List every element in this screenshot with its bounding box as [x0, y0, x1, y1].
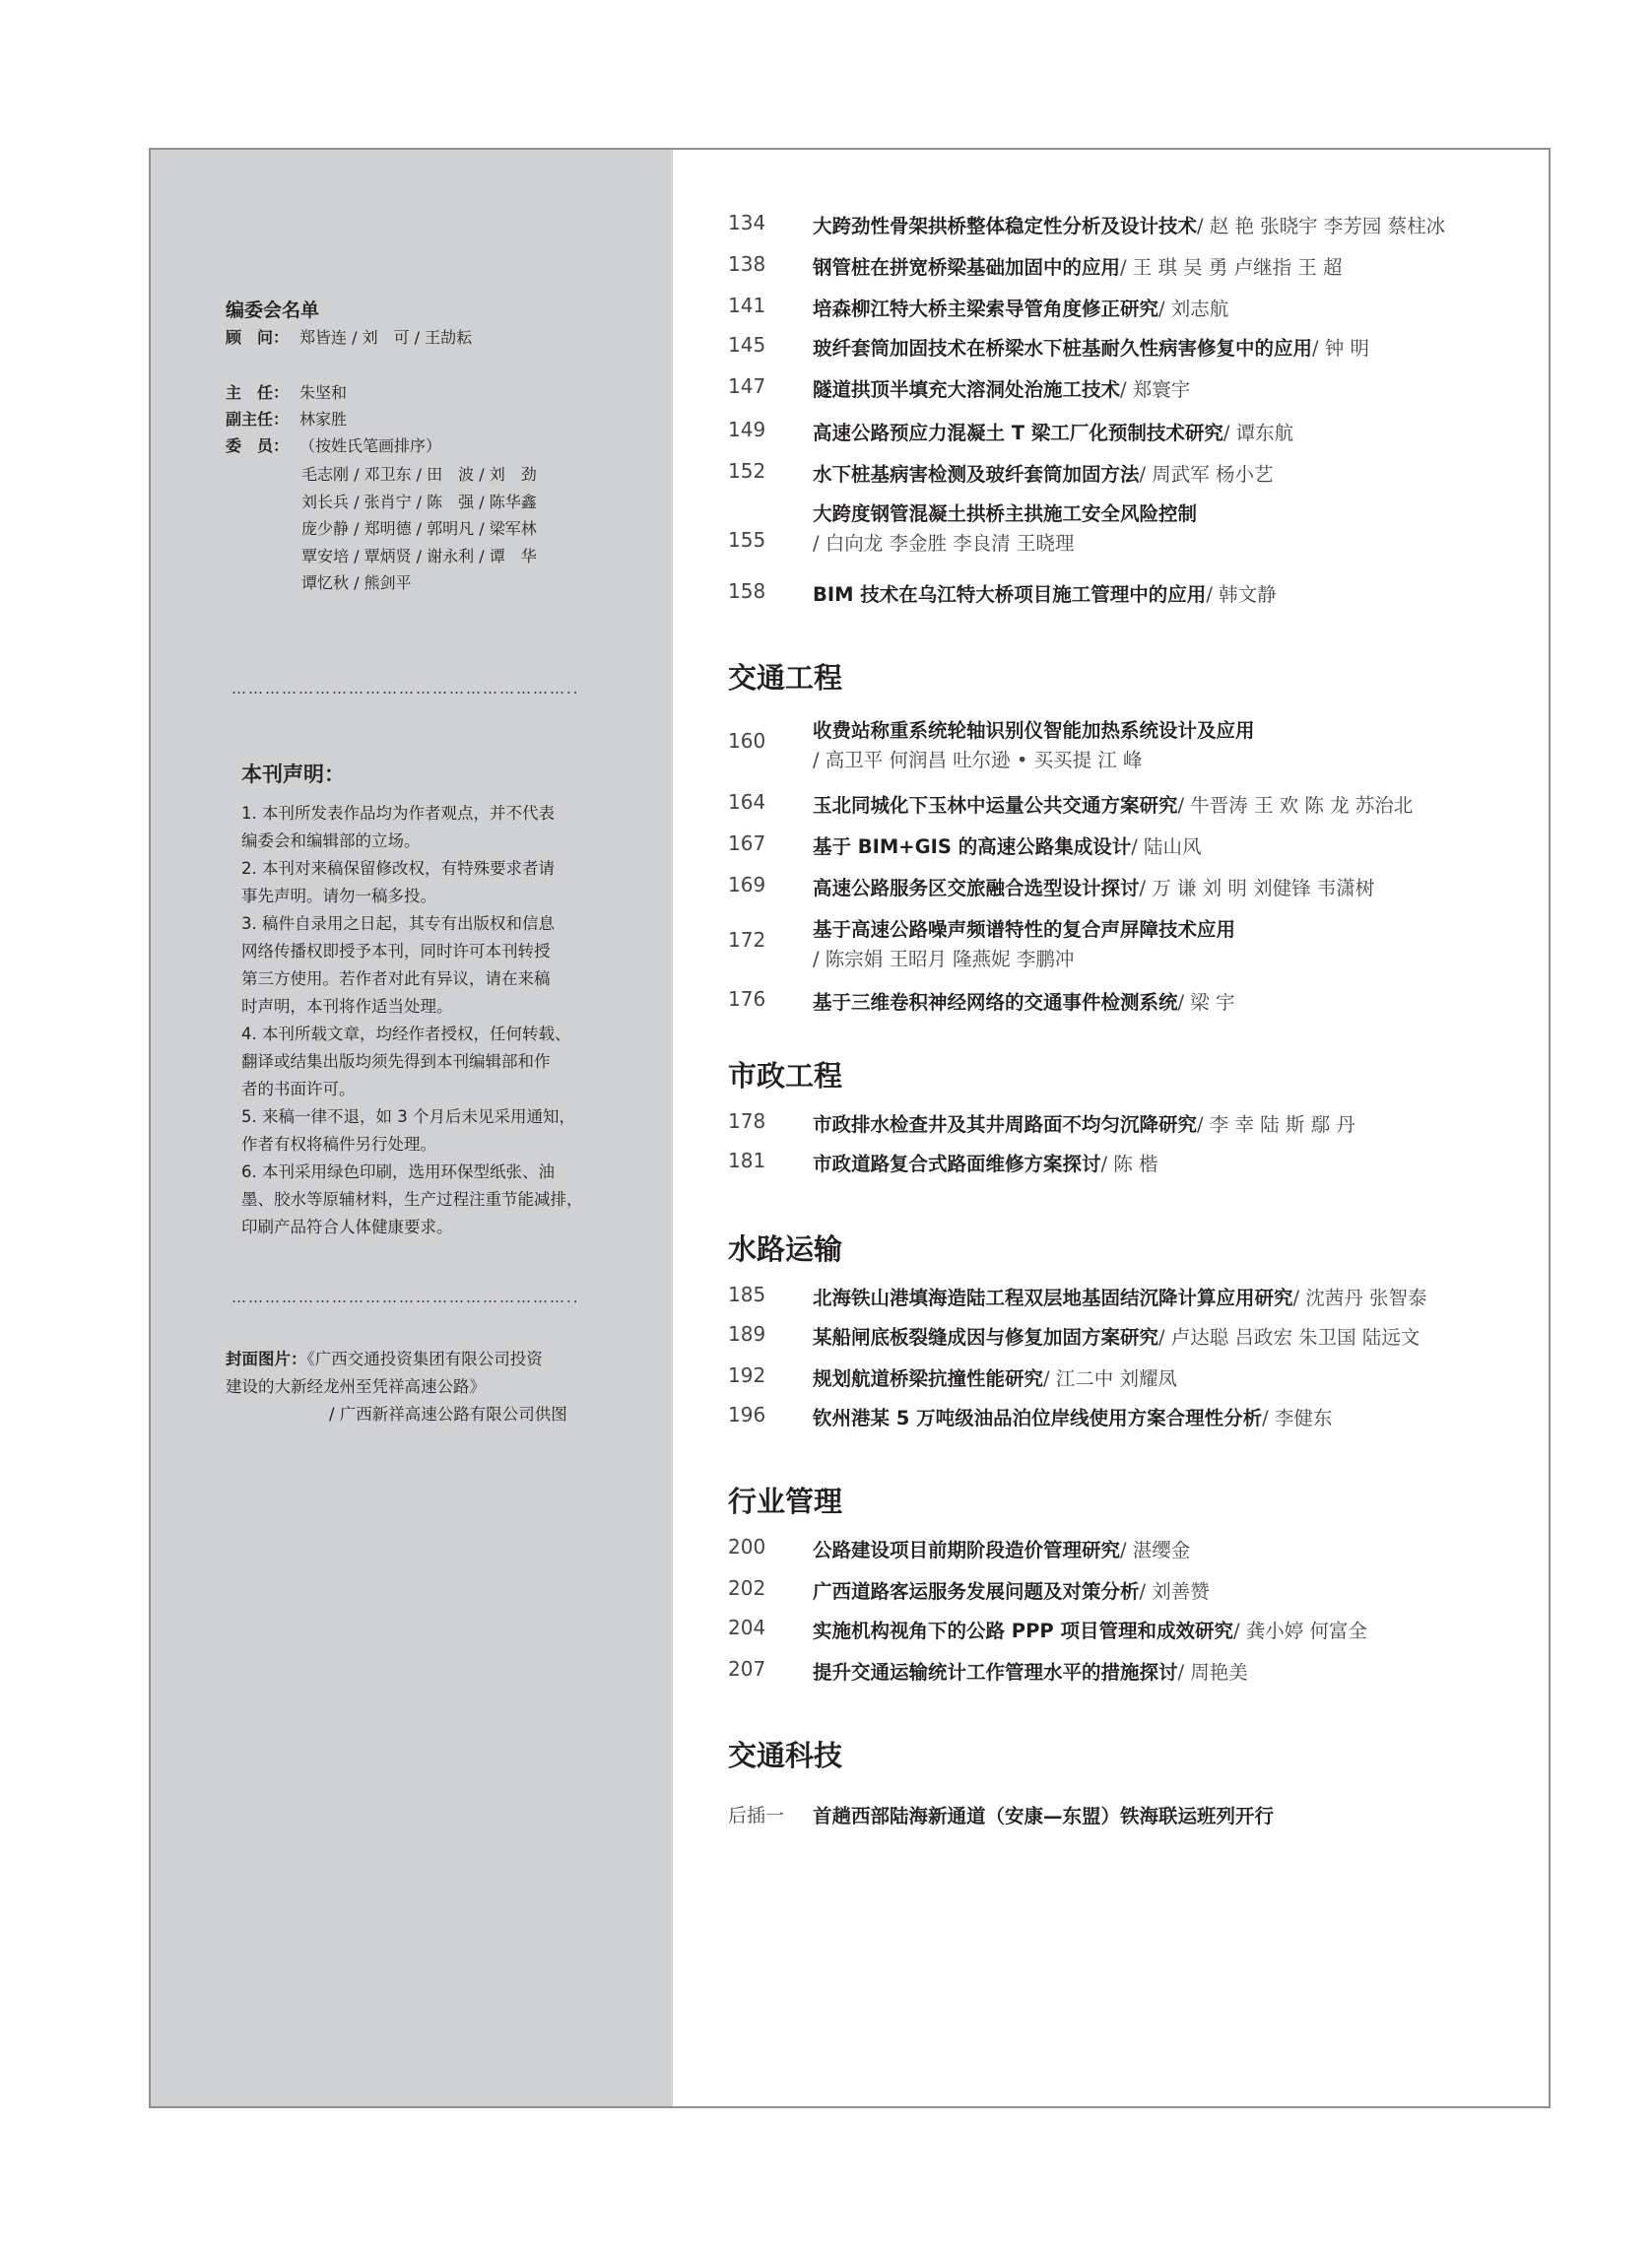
toc-page-number: 167 [728, 831, 766, 855]
toc-title: 实施机构视角下的公路 PPP 项目管理和成效研究 [813, 1620, 1233, 1642]
toc-authors: / 高卫平 何润昌 吐尔逊 • 买买提 江 峰 [813, 749, 1143, 771]
toc-title: 水下桩基病害检测及玻纤套筒加固方法 [813, 463, 1140, 486]
toc-page-number: 141 [728, 294, 766, 317]
toc-authors: / 梁 宇 [1177, 991, 1235, 1014]
toc-authors: / 牛晋涛 王 欢 陈 龙 苏治北 [1177, 794, 1414, 817]
toc-page-number: 189 [728, 1322, 766, 1346]
advisors-label: 顾 问： [226, 328, 290, 347]
declaration-line: 翻译或结集出版均须先得到本刊编辑部和作 [241, 1052, 551, 1071]
toc-page-number: 200 [728, 1535, 766, 1559]
declaration-line: 1. 本刊所发表作品均为作者观点，并不代表 [241, 804, 555, 823]
declaration-line: 作者有权将稿件另行处理。 [241, 1135, 436, 1154]
declaration-line: 2. 本刊对来稿保留修改权，有特殊要求者请 [241, 859, 555, 878]
declaration-line: 5. 来稿一律不退，如 3 个月后未见采用通知， [241, 1107, 575, 1126]
declaration-line: 时声明，本刊将作适当处理。 [241, 997, 453, 1016]
toc-page-number: 207 [728, 1657, 766, 1681]
toc-page-number: 192 [728, 1363, 766, 1387]
declaration-line: 编委会和编辑部的立场。 [241, 831, 421, 850]
declaration-line: 印刷产品符合人体健康要求。 [241, 1218, 453, 1236]
toc-page-number: 169 [728, 873, 766, 896]
editorial-sidebar [151, 150, 673, 2106]
toc-page-number: 147 [728, 374, 766, 398]
members-note: （按姓氏笔画排序） [299, 436, 442, 455]
director-name: 朱坚和 [299, 383, 348, 402]
toc-authors: / 卢达聪 吕政宏 朱卫国 陆远文 [1158, 1326, 1421, 1349]
section-heading-waterway: 水路运输 [728, 1232, 843, 1266]
toc-title: 玉北同城化下玉林中运量公共交通方案研究 [813, 794, 1178, 817]
toc-authors: / 湛缨金 [1120, 1539, 1191, 1561]
declaration-line: 事先声明。请勿一稿多投。 [241, 887, 436, 905]
toc-title: 玻纤套筒加固技术在桥梁水下桩基耐久性病害修复中的应用 [813, 337, 1313, 360]
toc-title: 基于三维卷积神经网络的交通事件检测系统 [813, 991, 1178, 1014]
toc-page-number: 196 [728, 1403, 766, 1427]
toc-authors: / 周武军 杨小艺 [1139, 463, 1274, 486]
toc-page-number: 160 [728, 729, 766, 753]
declaration-line: 网络传播权即授予本刊，同时许可本刊转授 [241, 942, 551, 961]
toc-authors: / 韩文静 [1206, 583, 1277, 606]
toc-page-number: 145 [728, 333, 766, 357]
toc-title: 钦州港某 5 万吨级油品泊位岸线使用方案合理性分析 [813, 1407, 1263, 1429]
cover-label: 封面图片： [226, 1350, 307, 1368]
vice-director-name: 林家胜 [299, 410, 348, 429]
toc-authors: / 刘志航 [1158, 298, 1229, 320]
toc-authors: / 陆山风 [1131, 835, 1202, 858]
advisors-names: 郑皆连 / 刘 可 / 王劼耘 [299, 328, 473, 347]
toc-authors: / 龚小婷 何富全 [1232, 1620, 1367, 1642]
toc-title: 广西道路客运服务发展问题及对策分析 [813, 1580, 1140, 1603]
dotted-divider: …………………………………………………….. [231, 1289, 580, 1306]
toc-title: 隧道拱顶半填充大溶洞处治施工技术 [813, 378, 1121, 401]
declaration-line: 3. 稿件自录用之日起，其专有出版权和信息 [241, 914, 555, 933]
toc-page-number: 202 [728, 1576, 766, 1600]
toc-page-number: 158 [728, 579, 766, 603]
toc-title: 高速公路服务区交旅融合选型设计探讨 [813, 877, 1140, 899]
cover-title-part1: 《广西交通投资集团有限公司投资 [306, 1350, 543, 1368]
members-row [226, 435, 441, 457]
section-heading-tech: 交通科技 [728, 1739, 843, 1772]
toc-title: 某船闸底板裂缝成因与修复加固方案研究 [813, 1326, 1159, 1349]
toc-title: 大跨度钢管混凝土拱桥主拱施工安全风险控制 [813, 502, 1198, 525]
vice-director-row [226, 409, 347, 431]
toc-page-number: 152 [728, 459, 766, 483]
toc-authors: / 王 琪 吴 勇 卢继指 王 超 [1120, 256, 1343, 279]
toc-authors: / 沈茜丹 张智泰 [1292, 1287, 1427, 1309]
director-row [226, 382, 347, 404]
section-heading-municipal: 市政工程 [728, 1059, 843, 1093]
section-heading-management: 行业管理 [728, 1485, 843, 1518]
toc-authors: / 李健东 [1262, 1407, 1333, 1429]
section-heading-traffic: 交通工程 [728, 661, 843, 695]
members-line: 庞少静 / 郑明德 / 郭明凡 / 梁军林 [301, 519, 537, 538]
toc-authors: / 刘善赞 [1139, 1580, 1210, 1603]
members-line: 毛志刚 / 邓卫东 / 田 波 / 刘 劲 [301, 465, 537, 484]
page-frame [149, 148, 1551, 2108]
toc-page-number: 204 [728, 1616, 766, 1639]
toc-authors: / 万 谦 刘 明 刘健锋 韦潇树 [1139, 877, 1375, 899]
declaration-line: 墨、胶水等原辅材料，生产过程注重节能减排， [241, 1190, 583, 1209]
toc-page-number: 138 [728, 252, 766, 276]
members-list [301, 461, 537, 597]
director-label: 主 任： [226, 383, 290, 402]
toc-authors: / 李 幸 陆 斯 鄢 丹 [1197, 1113, 1355, 1136]
toc-title: 首趟西部陆海新通道（安康—东盟）铁海联运班列开行 [813, 1805, 1275, 1827]
members-line: 刘长兵 / 张肖宁 / 陈 强 / 陈华鑫 [301, 492, 537, 511]
toc-page-number: 176 [728, 987, 766, 1011]
declaration-text [241, 800, 635, 1241]
toc-authors: / 江二中 刘耀凤 [1043, 1367, 1177, 1390]
editorial-board-title: 编委会名单 [226, 299, 320, 321]
dotted-divider: …………………………………………………….. [231, 680, 580, 697]
toc-page-number: 134 [728, 211, 766, 234]
members-line: 覃安培 / 覃炳贤 / 谢永利 / 谭 华 [301, 546, 537, 565]
toc-authors: / 钟 明 [1312, 337, 1369, 360]
declaration-line: 4. 本刊所载文章，均经作者授权，任何转载、 [241, 1025, 571, 1043]
toc-title: 市政排水检查井及其井周路面不均匀沉降研究 [813, 1113, 1198, 1136]
declaration-line: 6. 本刊采用绿色印刷，选用环保型纸张、油 [241, 1162, 555, 1181]
toc-title: BIM 技术在乌江特大桥项目施工管理中的应用 [813, 583, 1207, 606]
toc-authors: / 赵 艳 张晓宇 李芳园 蔡柱冰 [1197, 215, 1446, 237]
toc-page-number: 178 [728, 1109, 766, 1133]
cover-title-part2: 建设的大新经龙州至凭祥高速公路》 [226, 1377, 486, 1396]
toc-authors: / 白向龙 李金胜 李良清 王晓理 [813, 532, 1075, 555]
toc-authors: / 周艳美 [1177, 1661, 1248, 1684]
toc-page-number: 172 [728, 928, 766, 952]
toc-title: 市政道路复合式路面维修方案探讨 [813, 1153, 1101, 1175]
cover-line [226, 1346, 639, 1373]
toc-title: 公路建设项目前期阶段造价管理研究 [813, 1539, 1121, 1561]
toc-title: 收费站称重系统轮轴识别仪智能加热系统设计及应用 [813, 719, 1255, 742]
toc-authors: / 陈 楷 [1100, 1153, 1158, 1175]
toc-title: 高速公路预应力混凝土 T 梁工厂化预制技术研究 [813, 422, 1223, 444]
cover-caption [226, 1346, 639, 1428]
toc-title: 提升交通运输统计工作管理水平的措施探讨 [813, 1661, 1178, 1684]
toc-page-number: 后插一 [728, 1805, 785, 1826]
toc-page-number: 164 [728, 790, 766, 814]
vice-director-label: 副主任： [226, 410, 290, 429]
members-label: 委 员： [226, 436, 290, 455]
declaration-title: 本刊声明： [241, 763, 345, 786]
toc-title: 培森柳江特大桥主梁索导管角度修正研究 [813, 298, 1159, 320]
toc-page-number: 181 [728, 1149, 766, 1172]
cover-credit: / 广西新祥高速公路有限公司供图 [329, 1405, 567, 1424]
toc-title: 北海铁山港填海造陆工程双层地基固结沉降计算应用研究 [813, 1287, 1293, 1309]
toc-authors: / 陈宗娟 王昭月 隆燕妮 李鹏冲 [813, 948, 1075, 970]
toc-title: 钢管桩在拼宽桥梁基础加固中的应用 [813, 256, 1121, 279]
advisors-row [226, 327, 472, 349]
toc-page-number: 149 [728, 418, 766, 441]
members-line: 谭忆秋 / 熊剑平 [301, 573, 412, 592]
toc-title: 基于高速公路噪声频谱特性的复合声屏障技术应用 [813, 918, 1236, 941]
toc-title: 大跨劲性骨架拱桥整体稳定性分析及设计技术 [813, 215, 1198, 237]
toc-page-number: 185 [728, 1283, 766, 1306]
declaration-line: 第三方使用。若作者对此有异议，请在来稿 [241, 969, 551, 988]
toc-title: 规划航道桥梁抗撞性能研究 [813, 1367, 1044, 1390]
toc-page-number: 155 [728, 528, 766, 552]
toc-authors: / 谭东航 [1222, 422, 1294, 444]
toc-authors: / 郑寰宇 [1120, 378, 1191, 401]
toc-title: 基于 BIM+GIS 的高速公路集成设计 [813, 835, 1132, 858]
declaration-line: 者的书面许可。 [241, 1080, 356, 1098]
